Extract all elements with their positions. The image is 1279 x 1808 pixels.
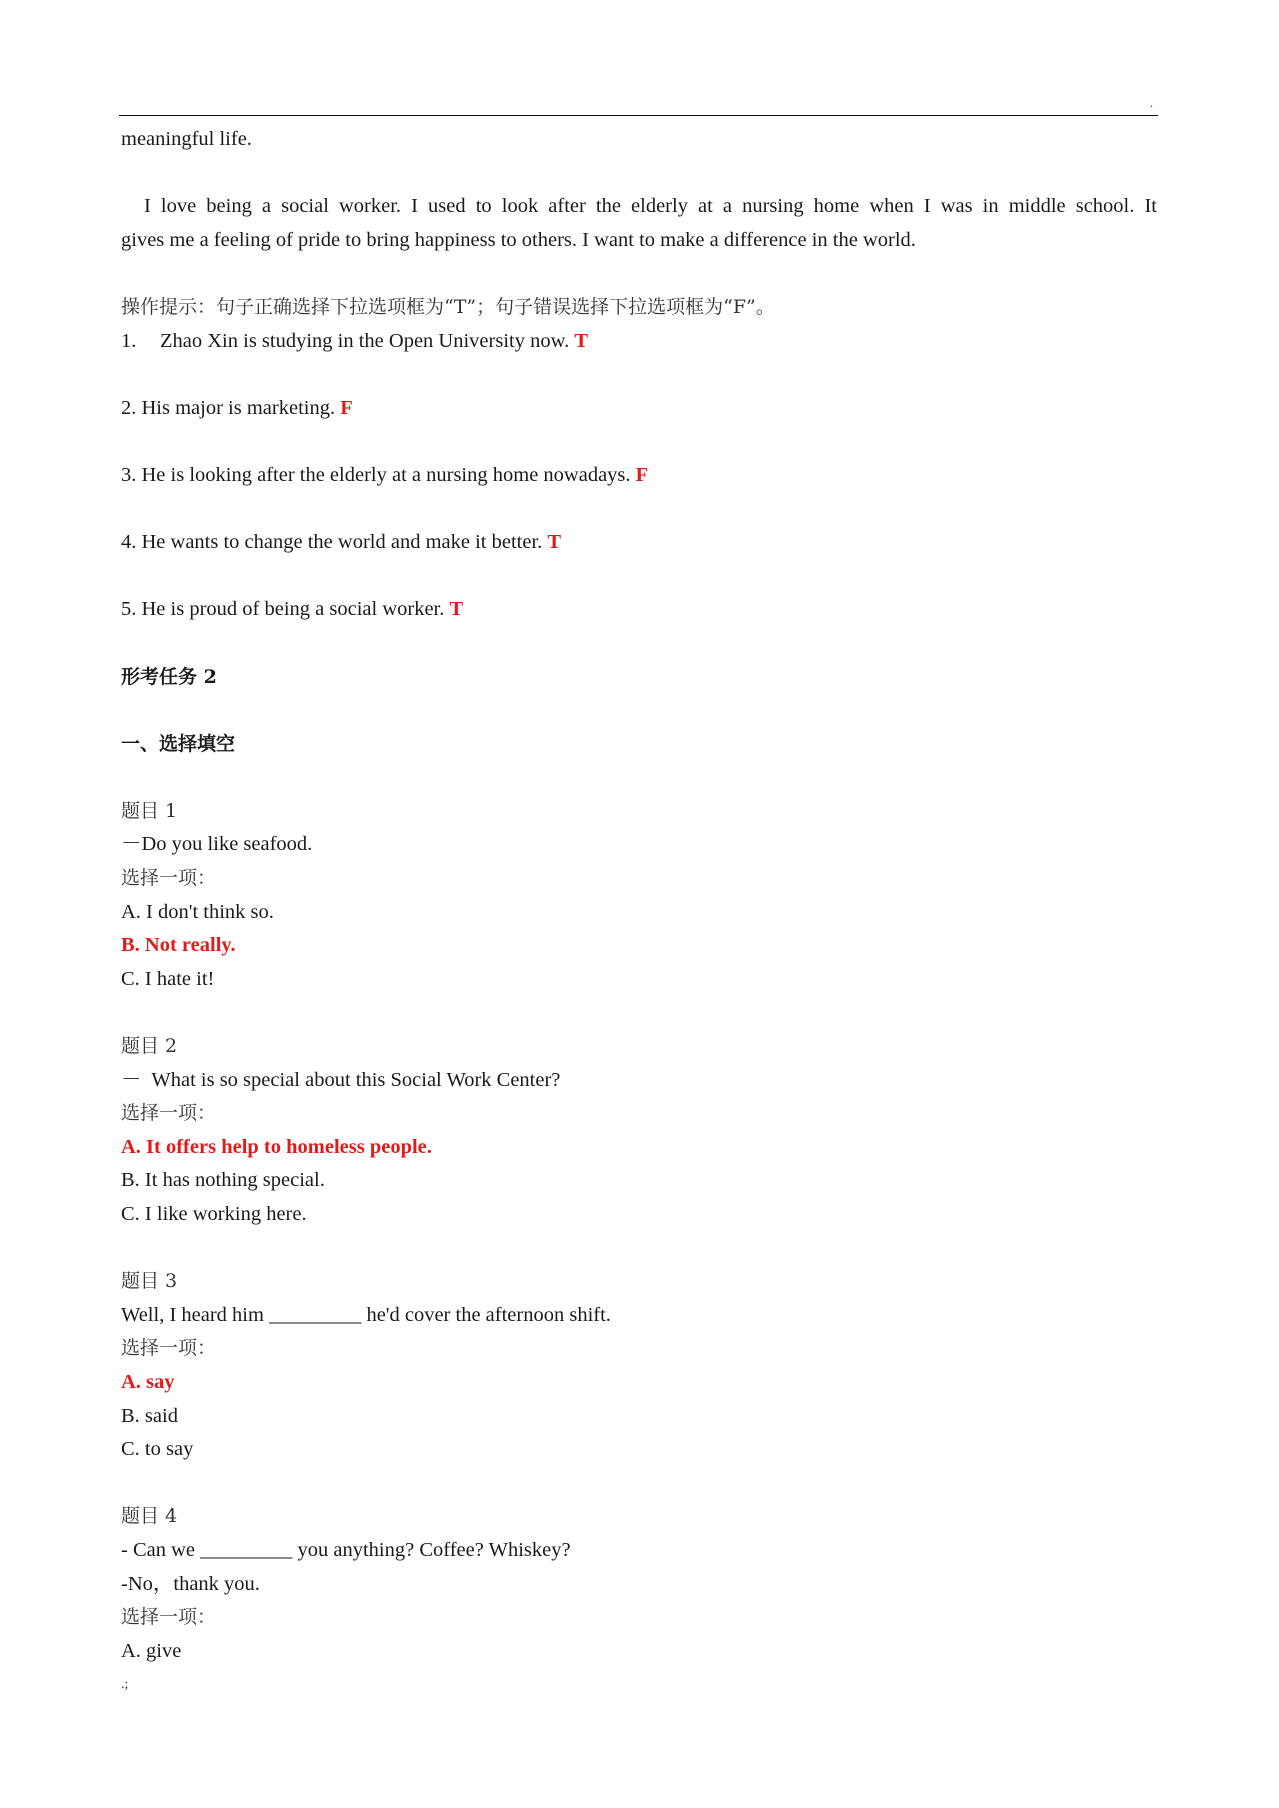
section-subtitle: 一、选择填空 [121, 732, 236, 755]
tf-item-number: 2. [121, 396, 137, 419]
tf-item-text: His major is marketing. [141, 396, 336, 419]
tf-item-number: 1. [121, 329, 137, 352]
option-a-correct: A. say [121, 1370, 175, 1393]
tf-item-text: He wants to change the world and make it better. [141, 531, 543, 554]
tf-item-text: He is proud of being a social worker. [141, 598, 445, 621]
option-c: C. to say [121, 1438, 194, 1461]
tf-item-answer: F [340, 396, 353, 419]
tf-item-number: 4. [121, 531, 137, 554]
question-stem: - Can we _________ you anything? Coffee? Whiskey? [121, 1538, 571, 1561]
passage-line-tail: meaningful life. [121, 128, 252, 150]
option-a: A. give [121, 1639, 182, 1662]
option-b: B. said [121, 1404, 178, 1427]
option-a: A. I don't think so. [121, 900, 274, 923]
tf-item-answer: T [574, 329, 589, 352]
tf-item [121, 459, 1157, 493]
question-stem-reply: -No，thank you. [121, 1572, 260, 1595]
tf-item [121, 325, 1157, 359]
tf-item [121, 593, 1157, 627]
passage-paragraph-line-1: I love being a social worker. I used to look after the elderly at a nursing home when I was in middle school. It [144, 195, 1157, 218]
option-c: C. I hate it! [121, 967, 215, 990]
question-prompt: 选择一项： [121, 1102, 217, 1125]
tf-item [121, 526, 1157, 560]
instruction-text: 操作提示：句子正确选择下拉选项框为“T”；句子错误选择下拉选项框为“F”。 [121, 295, 775, 318]
header-mark: . [1150, 96, 1153, 110]
option-c: C. I like working here. [121, 1203, 307, 1225]
passage-paragraph-line-2: gives me a feeling of pride to bring happiness to others. I want to make a difference in the world. [121, 228, 916, 251]
question-label: 题目 2 [121, 1035, 178, 1058]
tf-item-text: He is looking after the elderly at a nursing home nowadays. [141, 463, 631, 486]
header-rule [119, 115, 1158, 116]
question-label: 题目 1 [121, 799, 178, 822]
tf-item-answer: T [547, 531, 562, 554]
question-stem: － What is so special about this Social Work Center? [121, 1068, 561, 1091]
option-a-correct: A. It offers help to homeless people. [121, 1135, 432, 1158]
question-stem: Well, I heard him _________ he'd cover the afternoon shift. [121, 1303, 611, 1326]
page-footer-mark: .; [121, 1677, 129, 1693]
option-b-correct: B. Not really. [121, 934, 236, 957]
option-b: B. It has nothing special. [121, 1169, 325, 1192]
question-stem: －Do you like seafood. [121, 833, 313, 856]
tf-item-answer: T [449, 598, 464, 621]
question-label: 题目 3 [121, 1270, 178, 1293]
document-body [121, 123, 1157, 1702]
tf-item [121, 392, 1157, 426]
section-title: 形考任务 2 [121, 665, 217, 688]
tf-item-answer: F [635, 463, 649, 486]
tf-item-text: Zhao Xin is studying in the Open University now. [160, 329, 570, 352]
tf-item-number: 3. [121, 463, 137, 486]
question-prompt: 选择一项： [121, 1337, 217, 1360]
question-label: 题目 4 [121, 1505, 178, 1528]
question-prompt: 选择一项： [121, 1606, 217, 1629]
question-prompt: 选择一项： [121, 867, 217, 890]
tf-item-number: 5. [121, 598, 137, 621]
